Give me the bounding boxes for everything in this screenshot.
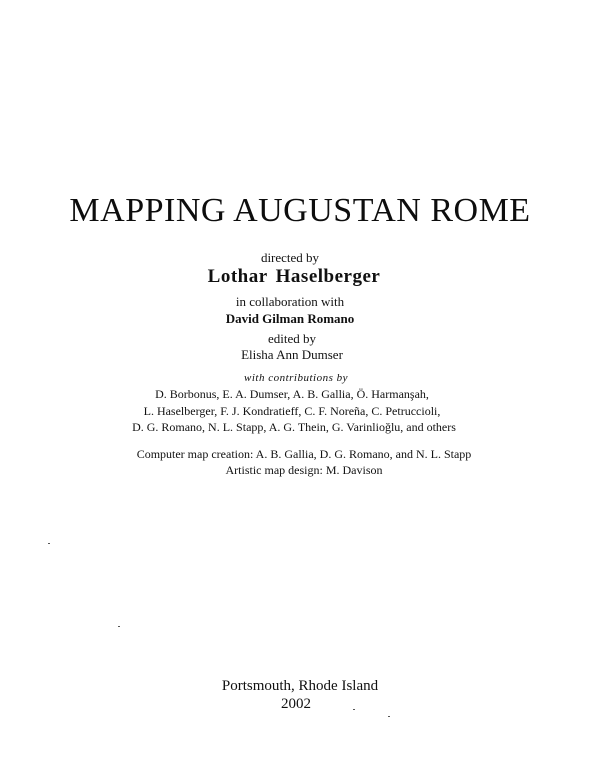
collaboration-label: in collaboration with	[235, 294, 345, 309]
collaborator-name: David Gilman Romano	[225, 311, 355, 326]
author-name	[0, 266, 594, 288]
directed-by-label: directed by	[260, 250, 320, 265]
author-last-name: Haselberger	[275, 266, 381, 287]
contributors-line: D. G. Romano, N. L. Stapp, A. G. Thein, G. Varinlioğlu, and others	[132, 420, 456, 434]
scan-speck	[48, 543, 50, 544]
contributions-label: with contributions by	[244, 372, 348, 384]
scan-speck	[388, 716, 390, 717]
publication-year: 2002	[281, 696, 311, 712]
author-first-name: Lothar	[207, 266, 268, 287]
scan-speck	[353, 709, 355, 710]
contributors-line: L. Haselberger, F. J. Kondratieff, C. F. Noreña, C. Petruccioli,	[143, 404, 441, 418]
edited-by-label: edited by	[267, 331, 316, 346]
scan-speck	[118, 626, 120, 627]
editor-name: Elisha Ann Dumser	[241, 347, 343, 362]
publisher-place: Portsmouth, Rhode Island	[221, 678, 379, 694]
book-title: MAPPING AUGUSTAN ROME	[69, 192, 531, 229]
map-creation-credit: Computer map creation: A. B. Gallia, D. G. Romano, and N. L. Stapp	[136, 447, 472, 461]
map-design-credit: Artistic map design: M. Davison	[225, 463, 383, 477]
contributors-line: D. Borbonus, E. A. Dumser, A. B. Gallia, Ö. Harmanşah,	[155, 387, 429, 401]
